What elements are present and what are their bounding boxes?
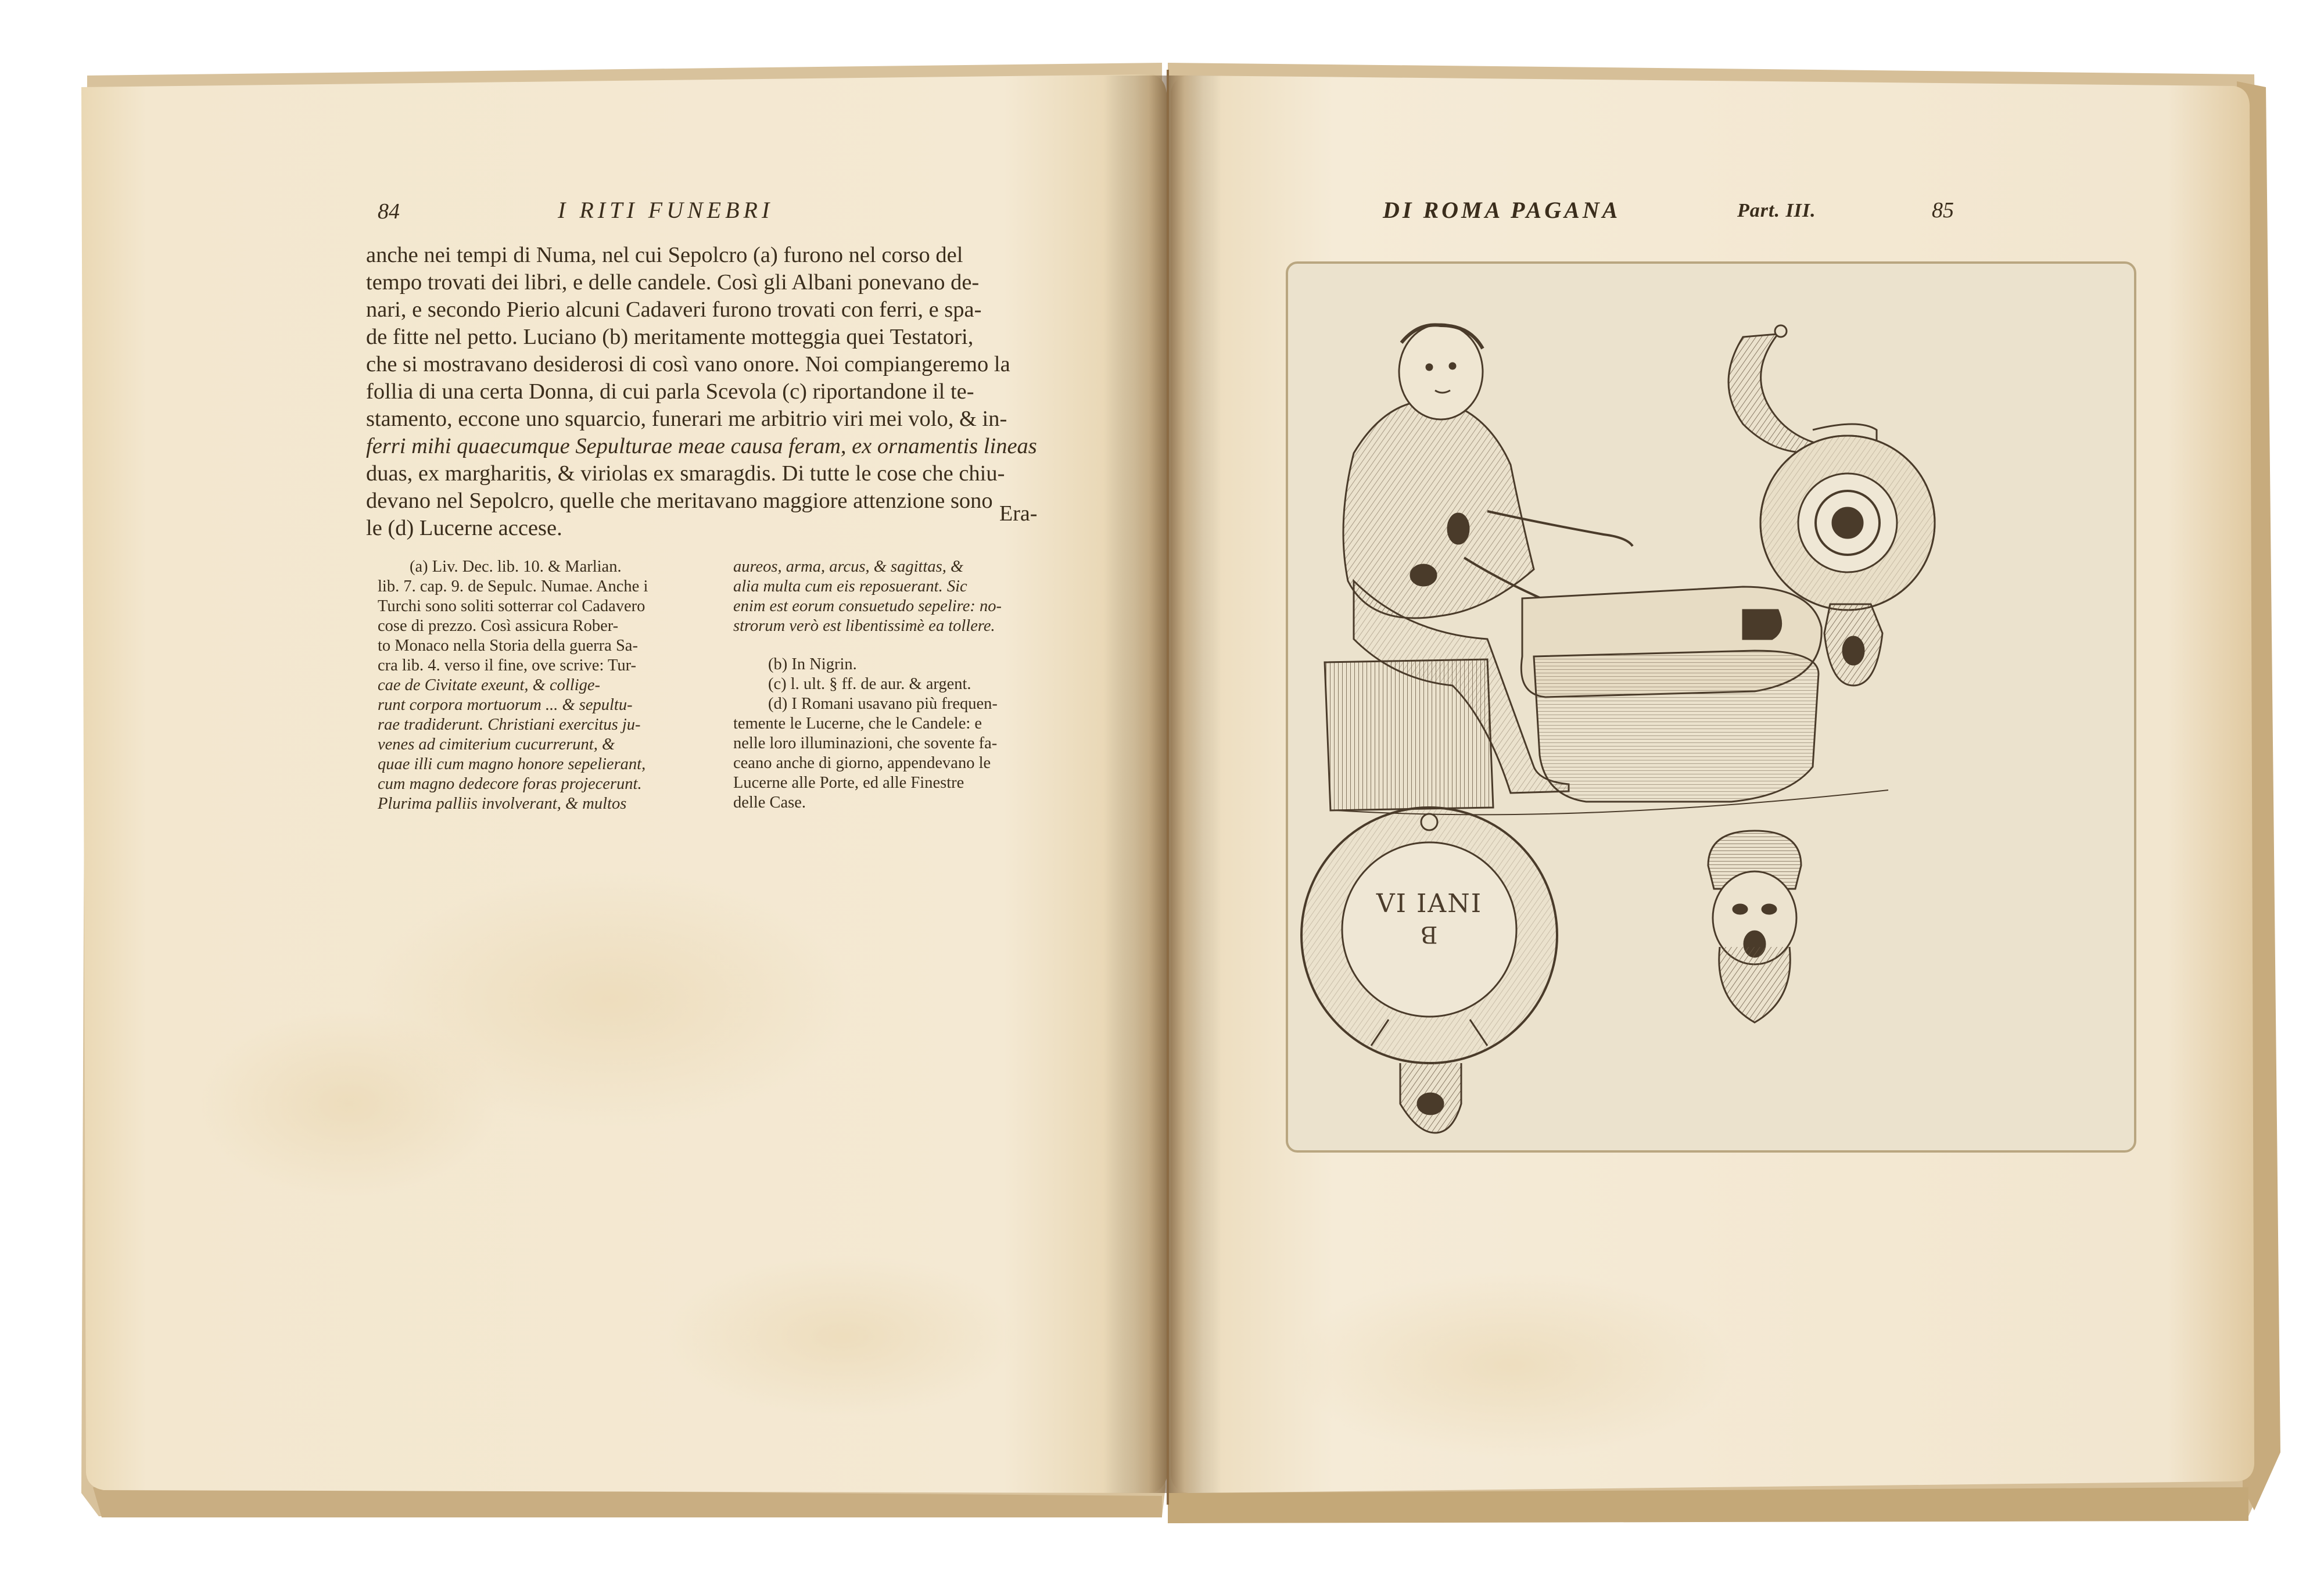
body-line: anche nei tempi di Numa, nel cui Sepolcro (a) furono nel corso del bbox=[366, 243, 963, 267]
footnote-line: Turchi sono soliti sotterrar col Cadavero bbox=[378, 597, 645, 615]
footnote-line: venes ad cimiterium cucurrerunt, & bbox=[378, 735, 615, 753]
right-running-head: DI ROMA PAGANA bbox=[1383, 197, 1621, 223]
gutter-shadow-left bbox=[1104, 76, 1168, 1493]
body-line: ferri mihi quaecumque Sepulturae meae causa feram, ex ornamentis lineas bbox=[366, 434, 1037, 458]
footnote-line: cum magno dedecore foras projecerunt. bbox=[378, 775, 642, 793]
footnote-line: (b) In Nigrin. bbox=[768, 655, 857, 673]
footnote-line: temente le Lucerne, che le Candele: e bbox=[733, 715, 982, 733]
footnote-line: Plurima palliis involverant, & multos bbox=[378, 795, 627, 813]
body-line: de fitte nel petto. Luciano (b) meritamente motteggia quei Testatori, bbox=[366, 325, 974, 349]
footnote-line: enim est eorum consuetudo sepelire: no- bbox=[733, 597, 1002, 615]
right-page-number: 85 bbox=[1932, 198, 1954, 223]
catchword: Era- bbox=[999, 501, 1038, 526]
body-line: tempo trovati dei libri, e delle candele. Così gli Albani ponevano de- bbox=[366, 270, 980, 295]
body-line: che si mostravano desiderosi di così vano onore. Noi compiangeremo la bbox=[366, 352, 1010, 376]
footnote-line: (d) I Romani usavano più frequen- bbox=[768, 695, 998, 713]
footnote-line: rae tradiderunt. Christiani exercitus ju- bbox=[378, 716, 641, 734]
footnote-line: alia multa cum eis reposuerant. Sic bbox=[733, 577, 967, 595]
body-line: follia di una certa Donna, di cui parla Scevola (c) riportandone il te- bbox=[366, 379, 974, 404]
engraved-plate bbox=[1287, 263, 2135, 1151]
lamp-inscription-line1: VI IANI bbox=[1376, 889, 1483, 918]
left-page-number: 84 bbox=[378, 199, 400, 224]
footnote-line: delle Case. bbox=[733, 794, 806, 812]
body-line: duas, ex margharitis, & viriolas ex smaragdis. Di tutte le cose che chiu- bbox=[366, 461, 1005, 486]
footnote-line: quae illi cum magno honore sepelierant, bbox=[378, 755, 646, 773]
footnote-line: strorum verò est libentissimè ea tollere. bbox=[733, 617, 995, 635]
footnote-line: nelle loro illuminazioni, che sovente fa- bbox=[733, 734, 998, 752]
body-line: stamento, eccone uno squarcio, funerari me arbitrio viri mei volo, & in- bbox=[366, 407, 1007, 431]
body-line: devano nel Sepolcro, quelle che meritavano maggiore attenzione sono bbox=[366, 489, 993, 513]
footnote-line: ceano anche di giorno, appendevano le bbox=[733, 754, 991, 772]
gutter-shadow-right bbox=[1169, 76, 1221, 1493]
body-line: le (d) Lucerne accese. bbox=[366, 516, 562, 540]
footnote-line: cose di prezzo. Così assicura Rober- bbox=[378, 617, 619, 635]
footnote-line: cra lib. 4. verso il fine, ove scrive: Tur- bbox=[378, 656, 637, 674]
left-running-head: I RITI FUNEBRI bbox=[558, 197, 774, 223]
footnote-line: (c) l. ult. § ff. de aur. & argent. bbox=[768, 675, 971, 693]
lamp-inscription bbox=[1371, 889, 1487, 948]
footnote-line: (a) Liv. Dec. lib. 10. & Marlian. bbox=[410, 558, 622, 576]
body-line: nari, e secondo Pierio alcuni Cadaveri furono trovati con ferri, e spa- bbox=[366, 297, 982, 322]
footnote-line: lib. 7. cap. 9. de Sepulc. Numae. Anche i bbox=[378, 577, 648, 595]
footnote-line: cae de Civitate exeunt, & collige- bbox=[378, 676, 601, 694]
footnote-line: Lucerne alle Porte, ed alle Finestre bbox=[733, 774, 964, 792]
footnote-line: runt corpora mortuorum ... & sepultu- bbox=[378, 696, 633, 714]
right-part-label: Part. III. bbox=[1737, 200, 1816, 221]
footnote-line: aureos, arma, arcus, & sagittas, & bbox=[733, 558, 964, 576]
lamp-inscription-line2: B bbox=[1421, 921, 1438, 948]
footnote-line: to Monaco nella Storia della guerra Sa- bbox=[378, 637, 638, 655]
